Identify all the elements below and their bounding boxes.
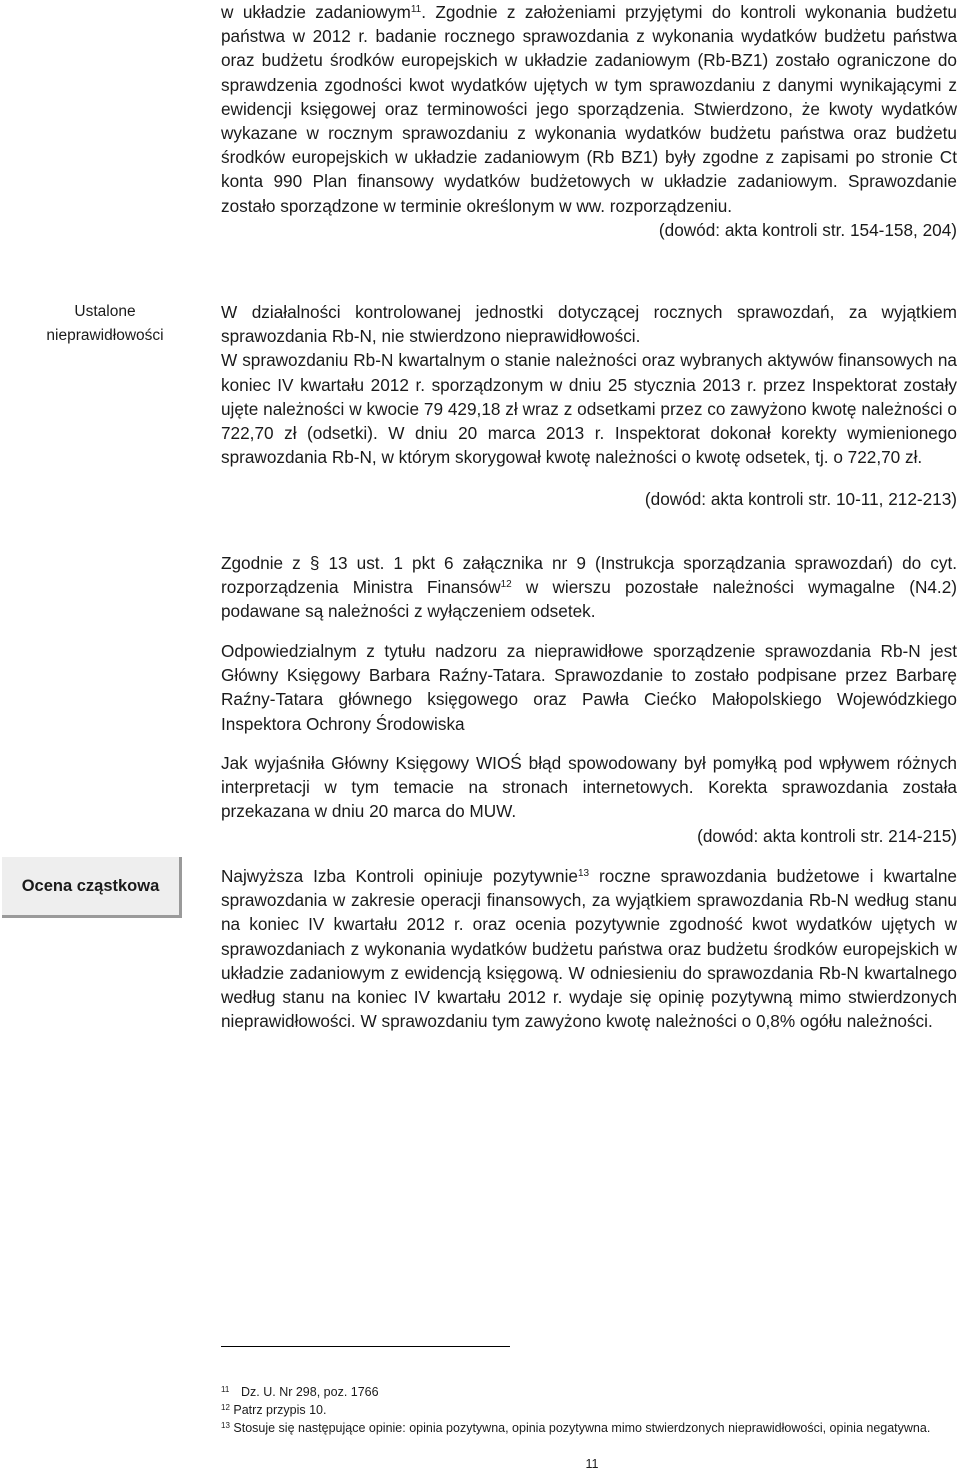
paragraph-rb-n-report: W sprawozdaniu Rb-N kwartalnym o stanie należności oraz wybranych aktywów finansowych na koniec IV kwartału 2012 r. sporządzonym w dniu 25 stycznia 2013 r. przez Inspektorat zostały ujęte należności w kwocie 79 429,18 zł wraz z odsetkami przez co zawyżono kwotę należności o 722,70 zł (odsetki). W dniu 20 marca 2013 r. Inspektorat dokonał korekty wymienionego sprawozdania Rb-N, w którym skorygował kwotę należności o kwotę odsetek, tj. o 722,70 zł. — [221, 350, 957, 468]
audit-findings-section — [221, 0, 957, 242]
assessment-section — [221, 864, 957, 1033]
paragraph-assessment — [221, 864, 957, 1033]
footnote-text: Dz. U. Nr 298, poz. 1766 — [241, 1385, 379, 1399]
responsibility-section — [221, 639, 957, 736]
paragraph-budget-report: państwa w 2012 r. badanie rocznego sprawozdania z wykonania wydatków budżetu państwa oraz budżetu środków europejskich w układzie zadaniowym (Rb-BZ1) zostało ograniczone do sprawdzenia zgodności kwot wydatków ujętych w tym sprawozdaniu z danymi wynikającymi z ewidencji księgowej oraz terminowości jego sporządzenia. Stwierdzono, że kwoty wydatków wykazane w rocznym sprawozdaniu z wykonania wydatków budżetu państwa oraz budżetu środków europejskich w układzie zadaniowym (Rb BZ1) były zgodne z zapisami po stronie Ct konta 990 Plan finansowy wydatków budżetowych w układzie zadaniowym. Sprawozdanie zostało sporządzone w terminie określonym w ww. rozporządzeniu. — [221, 26, 957, 216]
sidebar-box-partial-assessment — [2, 857, 182, 918]
footnote-13 — [221, 1421, 957, 1436]
page-number: 11 — [585, 1457, 599, 1471]
regulation-section — [221, 551, 957, 624]
footnote-text: Stosuje się następujące opinie: opinia pozytywna, opinia pozytywna mimo stwierdzonych nieprawidłowości, opinia negatywna. — [233, 1421, 931, 1435]
footnote-12 — [221, 1403, 957, 1418]
footnote-ref-13[interactable]: 13 — [577, 868, 590, 879]
paragraph-no-irregularities: W działalności kontrolowanej jednostki dotyczącej rocznych sprawozdań, za wyjątkiem sprawozdania Rb-N, nie stwierdzono nieprawidłowości. — [221, 302, 957, 347]
text: . Zgodnie z założeniami przyjętymi do kontroli wykonania budżetu — [421, 2, 957, 22]
paragraph-regulation — [221, 551, 957, 624]
footnote-ref-11[interactable]: 11 — [410, 4, 422, 15]
footnote-number: 13 — [221, 1421, 230, 1430]
text: Najwyższa Izba Kontroli opiniuje pozytywnie — [221, 866, 578, 886]
paragraph-responsibility: Odpowiedzialnym z tytułu nadzoru za nieprawidłowe sporządzenie sprawozdania Rb-N jest Główny Księgowy Barbara Raźny-Tatara. Sprawozdanie to zostało podpisane przez Barbarę Raźny-Tatara głównego księgowego oraz Pawła Ciećko Małopolskiego Wojewódzkiego Inspektora Ochrony Środowiska — [221, 641, 957, 734]
footnote-number: 12 — [221, 1403, 230, 1412]
text: roczne sprawozdania budżetowe i kwartalne sprawozdania w zakresie operacji finansowych, za wyjątkiem sprawozdania Rb-N według stanu na koniec IV kwartału 2012 r. oraz ocenia pozytywnie zgodność kwot wydatków ujętych w sprawozdaniach z wykonania wydatków budżetu państwa oraz budżetu środków europejskich w układzie zadaniowym z ewidencją księgową. W odniesieniu do sprawozdania Rb-N kwartalnego według stanu na koniec IV kwartału 2012 r. wydaje się opinię pozytywną mimo stwierdzonych nieprawidłowości. W sprawozdaniu tym zawyżono kwotę należności o 0,8% ogółu należności. — [221, 866, 957, 1032]
irregularities-section — [221, 300, 957, 512]
evidence-reference: (dowód: akta kontroli str. 154-158, 204) — [658, 219, 957, 240]
footnote-ref-12[interactable]: 12 — [500, 579, 512, 591]
evidence-reference: (dowód: akta kontroli str. 10-11, 212-213) — [644, 489, 957, 510]
sidebar-box-label: Ocena cząstkowa — [21, 876, 160, 895]
footnote-11: $^{11}$ Dz. U. Nr 298, poz. 1766 — [221, 1385, 379, 1399]
paragraph-intro-line — [221, 0, 957, 24]
explanation-section — [221, 751, 957, 848]
sidebar-label-irregularities: Ustalone nieprawidłowości — [46, 303, 164, 344]
paragraph-explanation: Jak wyjaśniła Główny Księgowy WIOŚ błąd spowodowany był pomyłką pod wpływem różnych interpretacji w tym temacie na stronach internetowych. Korekta sprawozdania została przekazana w dniu 20 marca do MUW. — [221, 753, 957, 822]
footnote-divider — [221, 1346, 510, 1347]
text: w wierszu pozostałe należności wymagalne (N4.2) podawane są należności z wyłączeniem odsetek. — [221, 577, 957, 622]
text: w układzie zadaniowym — [221, 2, 411, 22]
evidence-reference: (dowód: akta kontroli str. 214-215) — [697, 825, 957, 846]
footnote-text: Patrz przypis 10. — [233, 1403, 327, 1417]
text: Zgodnie z § 13 ust. 1 pkt 6 załącznika nr 9 (Instrukcja sporządzania sprawozdań) do cyt. rozporządzenia Ministra Finansów — [221, 553, 957, 598]
